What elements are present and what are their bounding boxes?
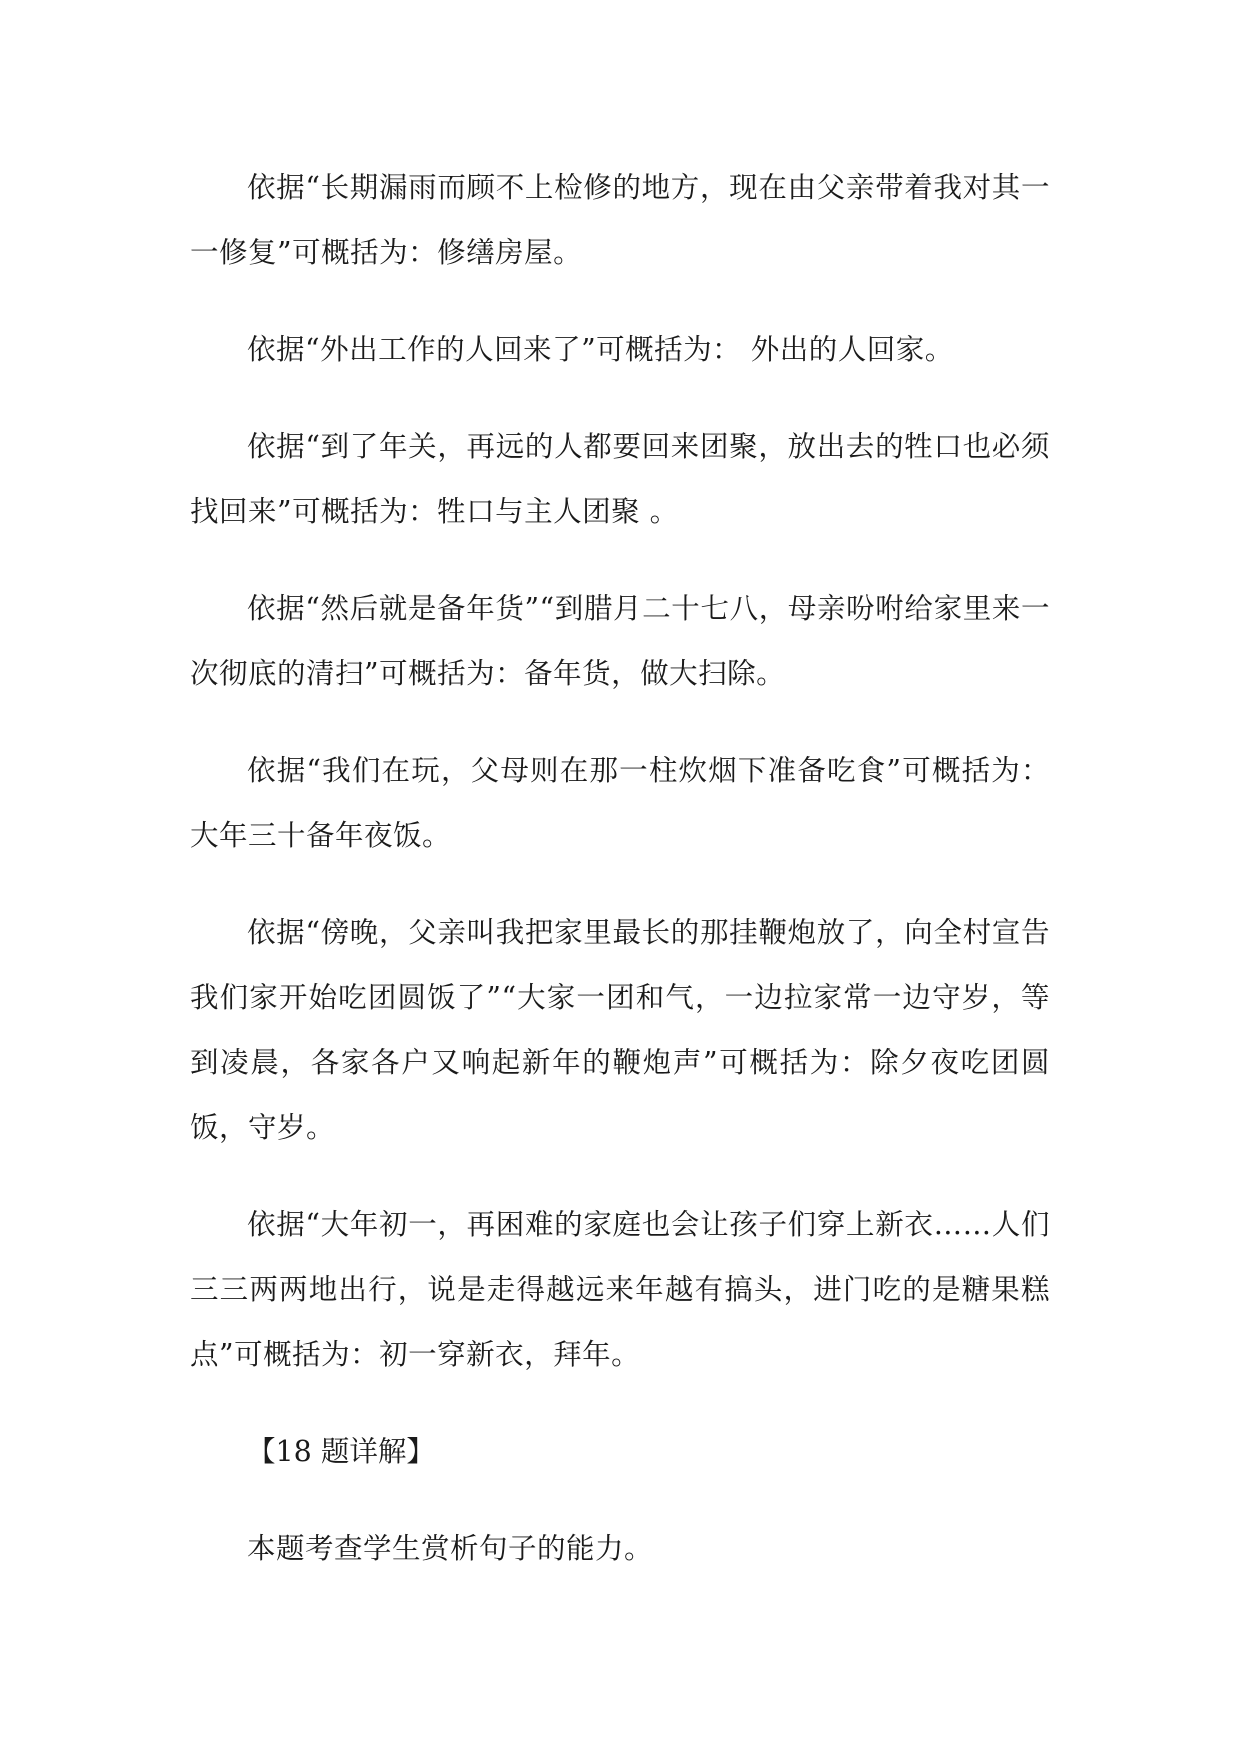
paragraph-4: 依据“然后就是备年货”“到腊月二十七八，母亲吩咐给家里来一次彻底的清扫”可概括为：备年货，做大扫除。 [190,592,1050,690]
document-body [190,155,1050,1613]
paragraph-5: 依据“我们在玩，父母则在那一柱炊烟下准备吃食”可概括为：大年三十备年夜饭。 [190,754,1050,852]
paragraph-1: 依据“长期漏雨而顾不上检修的地方，现在由父亲带着我对其一一修复”可概括为：修缮房屋。 [190,171,1050,269]
paragraph-2: 依据“外出工作的人回来了”可概括为： 外出的人回家。 [247,333,954,366]
section-heading: 【18 题详解】 [247,1435,435,1468]
paragraph-3: 依据“到了年关，再远的人都要回来团聚，放出去的牲口也必须找回来”可概括为：牲口与主人团聚 。 [190,430,1050,528]
closing-paragraph: 本题考查学生赏析句子的能力。 [247,1532,654,1565]
paragraph-6: 依据“傍晚，父亲叫我把家里最长的那挂鞭炮放了，向全村宣告我们家开始吃团圆饭了”“大家一团和气，一边拉家常一边守岁，等到凌晨，各家各户又响起新年的鞭炮声”可概括为：除夕夜吃团圆饭，守岁。 [190,916,1050,1144]
paragraph-7: 依据“大年初一，再困难的家庭也会让孩子们穿上新衣……人们三三两两地出行，说是走得越远来年越有搞头，进门吃的是糖果糕点”可概括为：初一穿新衣，拜年。 [190,1208,1050,1371]
